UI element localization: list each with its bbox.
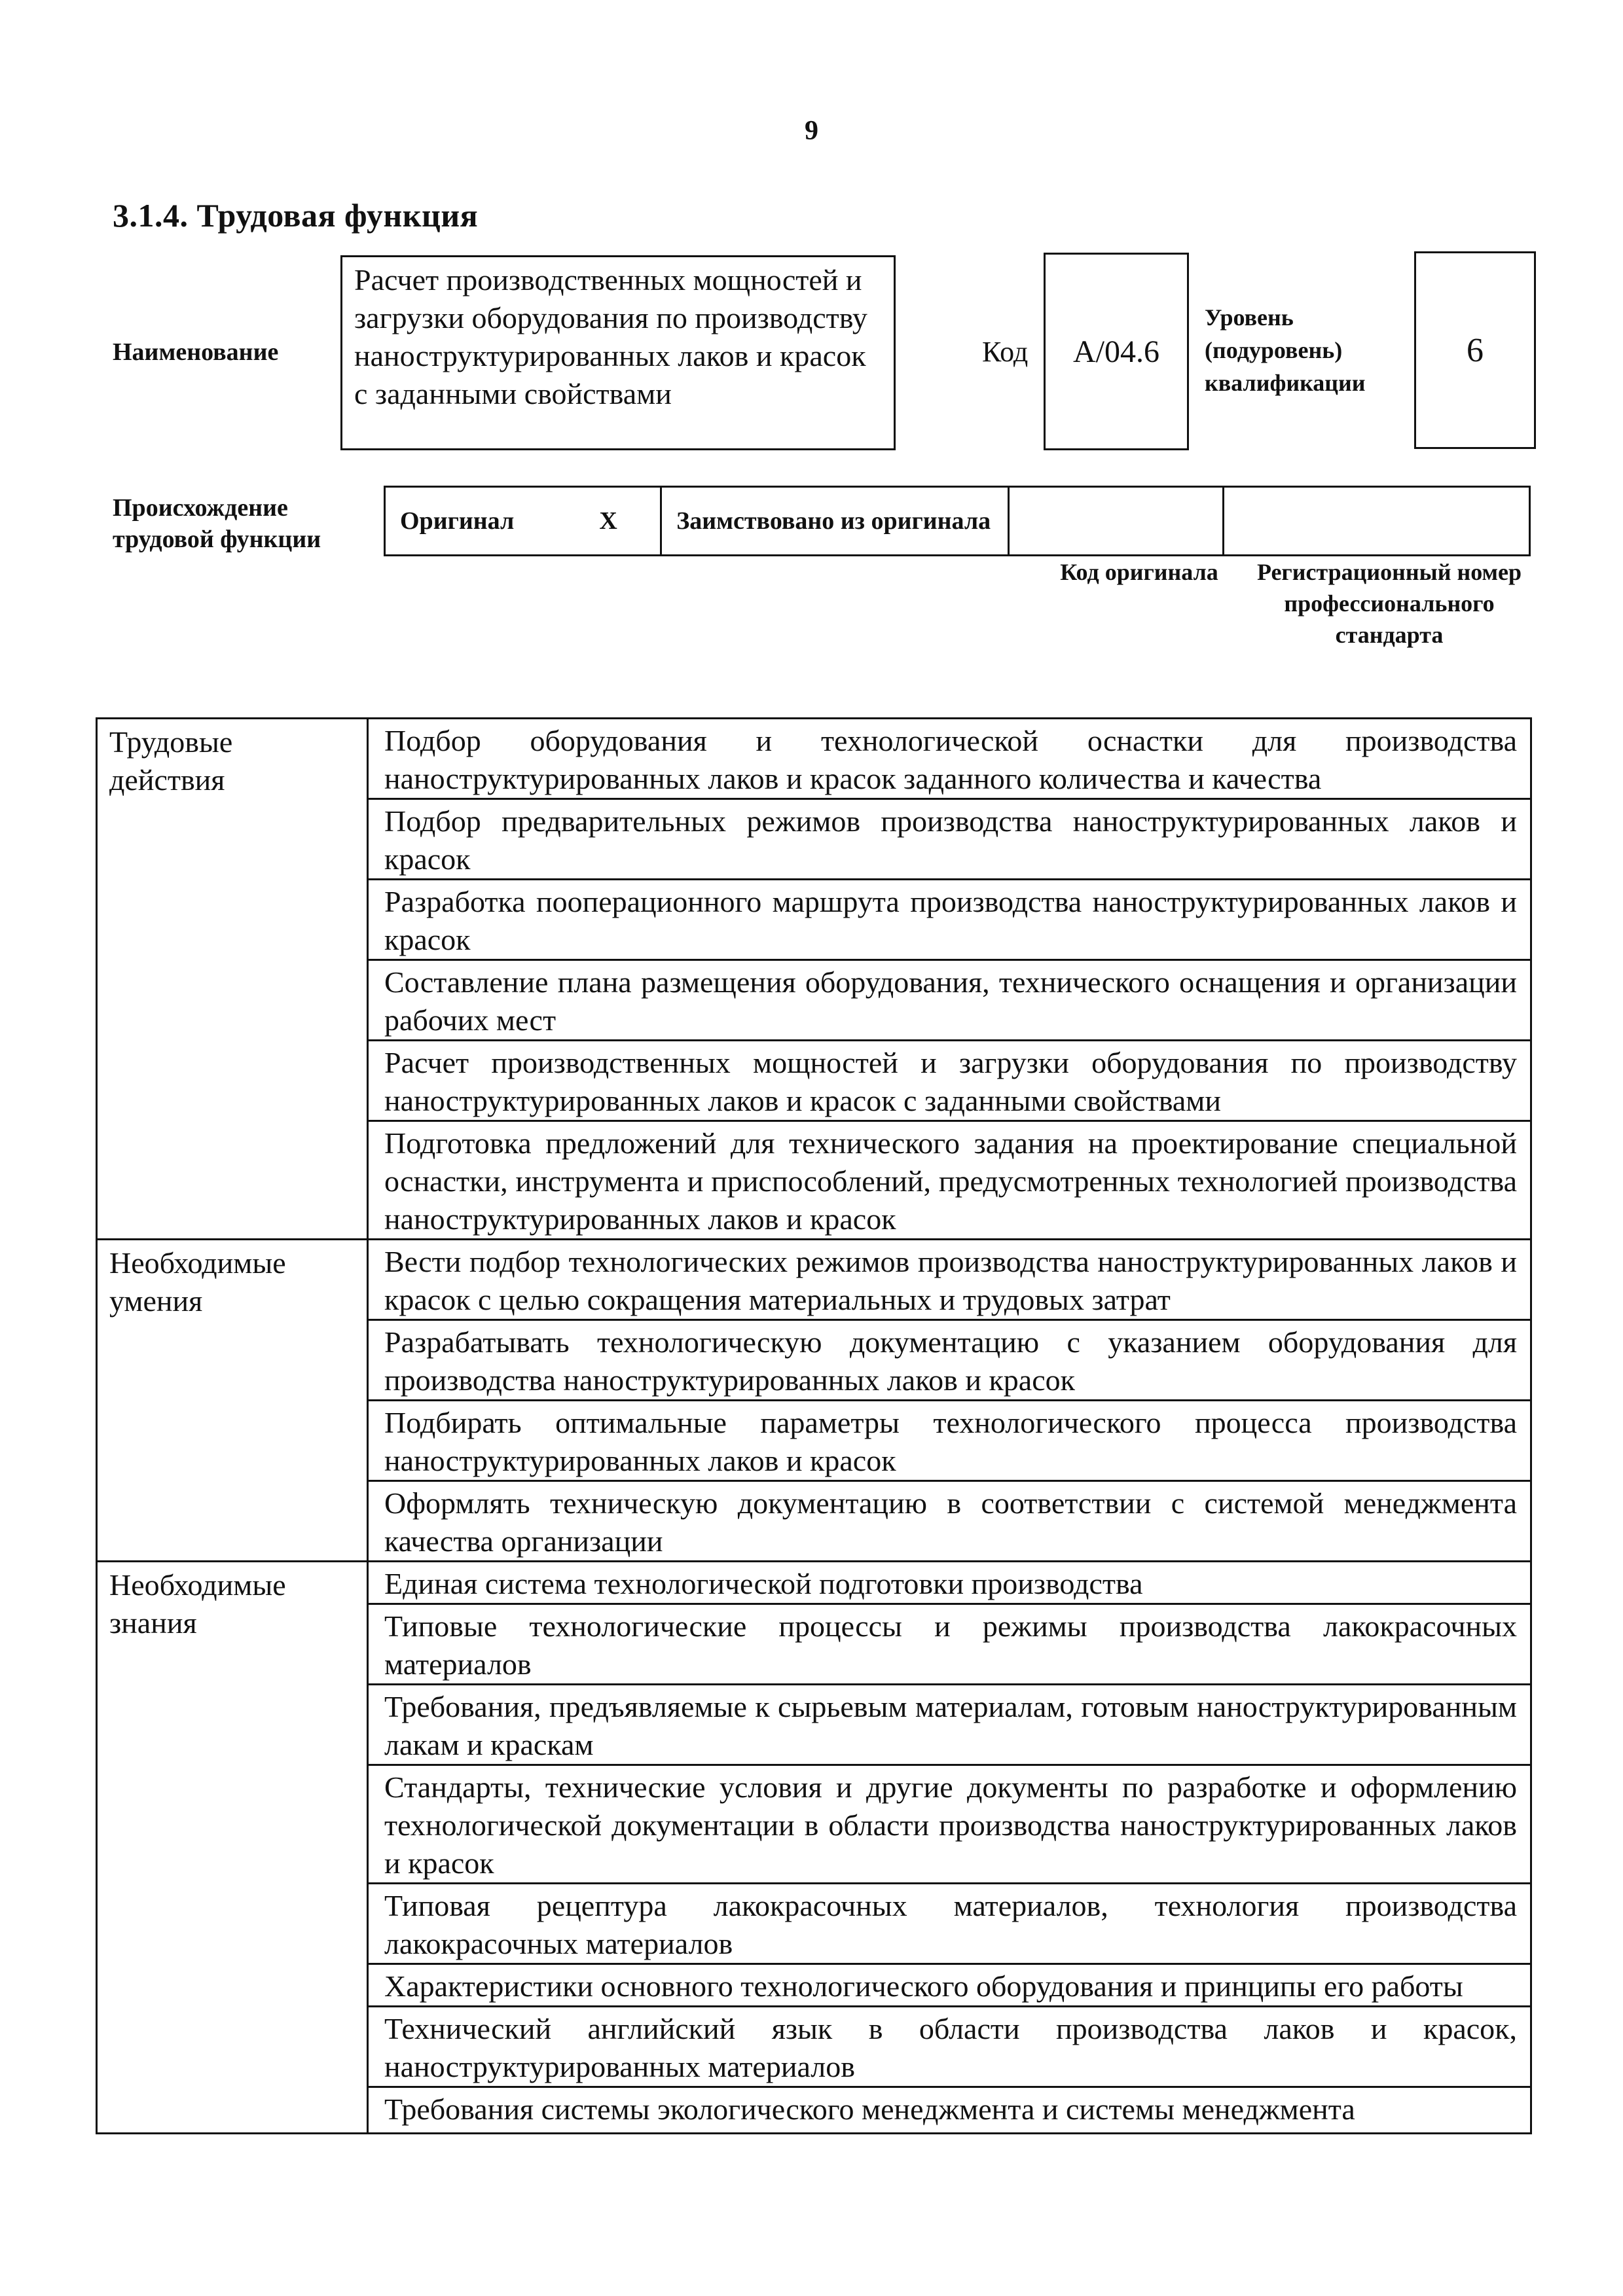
list-item: Характеристики основного технологического оборудования и принципы его работы: [368, 1964, 1531, 2007]
list-item: Разрабатывать технологическую документацию с указанием оборудования для производства наноструктурированных лаков и красок: [368, 1320, 1531, 1401]
list-item: Подбор оборудования и технологической оснастки для производства наноструктурированных лаков и красок заданного количества и качества: [368, 719, 1531, 799]
origin-label: Происхождение трудовой функции: [113, 494, 321, 553]
qualification-level-label: Уровень (подуровень) квалификации: [1205, 304, 1366, 396]
category-labor-actions: Трудовые действия: [97, 719, 368, 1240]
page-number: 9: [805, 116, 818, 146]
list-item: Подбирать оптимальные параметры технологического процесса производства наноструктурированных лаков и красок: [368, 1401, 1531, 1481]
list-item: Разработка пооперационного маршрута производства наноструктурированных лаков и красок: [368, 880, 1531, 960]
list-item: Подготовка предложений для технического задания на проектирование специальной оснастки, инструмента и приспособлений, предусмотренных технологией производства наноструктурированных лаков и красок: [368, 1121, 1531, 1240]
name-label: Наименование: [113, 338, 279, 366]
borrowed-label: Заимствовано из оригинала: [661, 487, 1009, 556]
list-item: Подбор предварительных режимов производства наноструктурированных лаков и красок: [368, 799, 1531, 880]
labor-function-table: [96, 717, 1532, 2134]
list-item: Стандарты, технические условия и другие документы по разработке и оформлению технологической документации в области производства наноструктурированных лаков и красок: [368, 1765, 1531, 1884]
list-item: Типовая рецептура лакокрасочных материалов, технология производства лакокрасочных материалов: [368, 1884, 1531, 1964]
table-row: [97, 1562, 1531, 1604]
category-required-knowledge: Необходимые знания: [97, 1562, 368, 2134]
code-label: Код: [982, 336, 1029, 368]
list-item: Оформлять техническую документацию в соответствии с системой менеджмента качества организации: [368, 1481, 1531, 1562]
origin-table: [384, 486, 1531, 556]
list-item: Типовые технологические процессы и режимы производства лакокрасочных материалов: [368, 1604, 1531, 1685]
table-row: [97, 719, 1531, 799]
original-code-cell: [1008, 487, 1223, 556]
qualification-level-box: 6: [1414, 251, 1536, 449]
table-row: [97, 1240, 1531, 1320]
function-code-box: A/04.6: [1044, 253, 1189, 450]
original-label: Оригинал: [385, 487, 557, 556]
list-item: Требования системы экологического менеджмента и системы менеджмента: [368, 2087, 1531, 2134]
registration-number-cell: [1223, 487, 1529, 556]
original-code-caption: Код оригинала: [1060, 559, 1218, 585]
list-item: Вести подбор технологических режимов производства наноструктурированных лаков и красок с целью сокращения материальных и трудовых затрат: [368, 1240, 1531, 1320]
list-item: Технический английский язык в области производства лаков и красок, наноструктурированных материалов: [368, 2007, 1531, 2087]
category-required-skills: Необходимые умения: [97, 1240, 368, 1562]
section-title: 3.1.4. Трудовая функция: [113, 197, 479, 234]
list-item: Требования, предъявляемые к сырьевым материалам, готовым наноструктурированным лакам и краскам: [368, 1685, 1531, 1765]
function-name-box: Расчет производственных мощностей и загрузки оборудования по производству наноструктурированных лаков и красок с заданными свойствами: [340, 255, 896, 450]
list-item: Единая система технологической подготовки производства: [368, 1562, 1531, 1604]
original-mark: X: [556, 487, 661, 556]
list-item: Составление плана размещения оборудования, технического оснащения и организации рабочих мест: [368, 960, 1531, 1041]
registration-number-caption: Регистрационный номер профессионального стандарта: [1256, 559, 1522, 648]
list-item: Расчет производственных мощностей и загрузки оборудования по производству наноструктурированных лаков и красок с заданными свойствами: [368, 1041, 1531, 1121]
